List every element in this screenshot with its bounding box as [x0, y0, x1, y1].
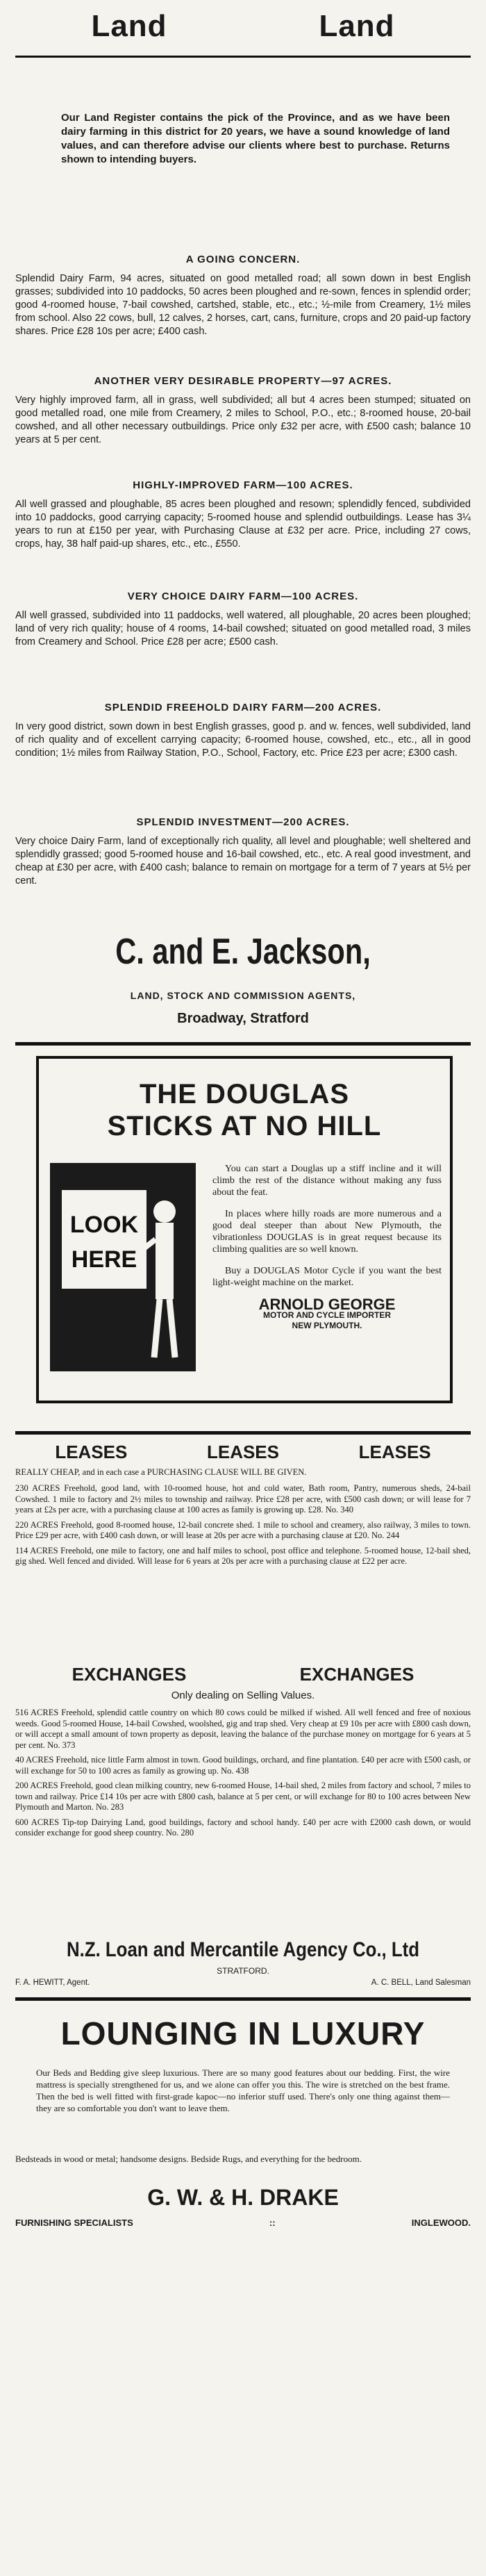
douglas-ad: [36, 1056, 453, 1403]
leases-list: [15, 1483, 471, 1571]
exchange-item: 40 ACRES Freehold, nice little Farm almost in town. Good buildings, orchard, and fine plantation. £40 per acre with £500 cash, or will exchange for 50 to 100 acres as family as growing up. No. 438: [15, 1755, 471, 1776]
drake-body-2: Bedsteads in wood or metal; handsome designs. Bedside Rugs, and everything for the bedroom.: [15, 2154, 362, 2164]
look-text-2: HERE: [71, 1246, 137, 1273]
man-pointing-icon: [50, 1163, 196, 1371]
listing-body: All well grassed, subdivided into 11 paddocks, well watered, all ploughable, 20 acres been ploughed; land of very rich quality; house of 4 rooms, 14-bail cowshed; situated on good metalled road, 3 miles from Creamery and School. Price £28 per acre; £500 cash.: [15, 610, 471, 647]
jackson-subtitle: LAND, STOCK AND COMMISSION AGENTS,: [130, 990, 356, 1001]
drake-foot-mid: ::: [269, 2218, 276, 2228]
exchanges-list: [15, 1708, 471, 1843]
look-here-illustration: [50, 1163, 196, 1371]
dealer-subtitle-1: MOTOR AND CYCLE IMPORTER: [262, 1310, 391, 1320]
nz-loan-agents: [15, 1979, 471, 1987]
listing-body: Splendid Dairy Farm, 94 acres, situated on good metalled road; all sown down in best English grasses; subdivided into 10 paddocks, 50 acres been ploughed and re-sown, fences in splendid order; good 4-roomed house, 7-bail cowshed, cartshed, stable, etc., etc.; ½-mile from Creamery, 1½ miles from school. Also 22 cows, bull, 12 calves, 2 horses, cart, cans, furniture, crops and 20 paid-up factory shares. Price £28 10s per acre; £400 cash.: [15, 273, 471, 337]
listing-title: A GOING CONCERN.: [185, 254, 301, 265]
drake-name: G. W. & H. DRAKE: [147, 2185, 339, 2210]
leases-heading-1: LEASES: [55, 1442, 128, 1462]
douglas-paragraph: You can start a Douglas up a stiff incline and it will climb the rest of the distance without making any fuss about the feat.: [212, 1164, 442, 1198]
drake-body: Our Beds and Bedding give sleep luxurious. There are so many good features about our bedding. First, the wire mattress is specially strengthened for us, and we alone can offer you this. The wire is stretched on the best frame. Then the bed is well fitted with first-grade kapoc—no inferior stuff used. There's only one thing against them—they are so comfortable you don't want to leave them.: [36, 2067, 450, 2113]
listing-title: HIGHLY-IMPROVED FARM—100 ACRES.: [133, 479, 353, 491]
exchange-item: 200 ACRES Freehold, good clean milking country, new 6-roomed House, 14-bail shed, 2 miles from factory and school, 7 miles to town and railway. Price £14 10s per acre with £800 cash, balance at 5 per cent, or will exchange for 80 to 100 acres between New Plymouth and Marton. No. 283: [15, 1781, 471, 1812]
lease-item: 220 ACRES Freehold, good 8-roomed house, 12-bail concrete shed. 1 mile to school and creamery, also railway, 3 miles to town. Price £29 per acre, with £400 cash down, or will lease at 20s per acre with a purchasing clause at £20. No. 244: [15, 1519, 471, 1540]
divider: [15, 1042, 471, 1046]
jackson-name: C. and E. Jackson,: [115, 932, 371, 972]
land-header: [15, 6, 471, 47]
land-intro: Our Land Register contains the pick of the Province, and as we have been dairy farming in this district for 20 years, we have a sound knowledge of land values, and can therefore advise our clients where best to purchase. Returns shown to intending buyers.: [61, 112, 450, 165]
listing-title: SPLENDID INVESTMENT—200 ACRES.: [136, 816, 350, 828]
leases-heading-2: LEASES: [206, 1442, 279, 1462]
lease-item: 230 ACRES Freehold, good land, with 10-roomed house, hot and cold water, Bath room, Pantry, numerous sheds, 24-bail Cowshed. 1 mile to factory and 2½ miles to township and railway. Price £28 per acre, with £500 cash down; or will lease for 7 years at £2s per acre, with a purchasing clause at 100 acres as family is growing up. £28. No. 340: [15, 1483, 471, 1514]
listing-body: Very highly improved farm, all in grass, well subdivided; all but 4 acres been stumped; situated on good metalled road, one mile from Creamery, 2 miles to School, P.O., etc.; 8-roomed house, 20-bail cowshed, and all other necessary outbuildings. Price only £32 per acre, with £500 cash; balance 10 years at 5 per cent.: [15, 395, 471, 445]
look-text-1: LOOK: [69, 1212, 139, 1238]
nz-loan-name: N.Z. Loan and Mercantile Agency Co., Ltd: [67, 1938, 419, 1961]
land-header-left: Land: [91, 9, 167, 43]
exchange-item: 600 ACRES Tip-top Dairying Land, good buildings, factory and school handy. £40 per acre with £2000 cash down, or would consider exchange for good sheep country. No. 280: [15, 1817, 471, 1838]
leases-heading-3: LEASES: [358, 1442, 431, 1462]
lease-item: 114 ACRES Freehold, one mile to factory, one and half miles to school, post office and telephone. 5-roomed house, 12-bail shed, gig shed. Well fenced and divided. Will lease for 6 years at 20s per acre with a purchasing clause at £22 per acre.: [15, 1545, 471, 1566]
drake-foot-right: INGLEWOOD.: [411, 2218, 471, 2228]
drake-footer: [15, 2218, 471, 2228]
divider: [15, 1431, 471, 1435]
agent-right: A. C. BELL, Land Salesman: [371, 1979, 471, 1987]
land-header-right: Land: [319, 9, 395, 43]
lounging-headline: LOUNGING IN LUXURY: [60, 2015, 426, 2051]
dealer-name: ARNOLD GEORGE: [258, 1296, 396, 1313]
exchange-item: 516 ACRES Freehold, splendid cattle country on which 80 cows could be milked if wished. All well fenced and free of noxious weeds. Good 5-roomed House, 14-bail Cowshed, woolshed, gig and trap shed. Very cheap at £9 10s per acre with £800 cash down, or will accept a small amount of town property as deposit, leaving the balance of the purchase money on mortgage for 6 years at 5 per cent. No. 373: [15, 1708, 471, 1750]
listing-body: Very choice Dairy Farm, land of exceptionally rich quality, all level and ploughable; well sheltered and splendidly grassed; good 5-roomed house and 16-bail cowshed, etc., etc. A real good investment, and cheap at £30 per acre, with £400 cash; balance to remain on mortgage for a term of 7 years at 5½ per cent.: [15, 836, 471, 886]
leases-heading: [15, 1442, 471, 1463]
exchanges-tagline: Only dealing on Selling Values.: [171, 1690, 315, 1701]
douglas-headline: [39, 1078, 450, 1142]
divider: [15, 1997, 471, 2001]
dealer-subtitle-2: NEW PLYMOUTH.: [292, 1321, 362, 1330]
leases-tagline: REALLY CHEAP, and in each case a PURCHASING CLAUSE WILL BE GIVEN.: [15, 1467, 307, 1477]
divider: [15, 56, 471, 58]
listing-title: SPLENDID FREEHOLD DAIRY FARM—200 ACRES.: [104, 702, 382, 713]
douglas-paragraph: Buy a DOUGLAS Motor Cycle if you want the best light-weight machine on the market.: [212, 1266, 442, 1288]
douglas-headline-1: THE DOUGLAS: [139, 1079, 350, 1109]
listing-body: All well grassed and ploughable, 85 acres been ploughed and resown; splendidly fenced, subdivided into 10 paddocks, good carrying capacity; 5-roomed house and splendid outbuildings. Lease has 3¼ years to run at £150 per year, with Purchasing Clause at £32 per acre. Price, including 27 cows, crops, hay, 38 half paid-up shares, etc., etc., £550.: [15, 499, 471, 550]
exchanges-heading-1: EXCHANGES: [72, 1664, 187, 1685]
listing-body: In very good district, sown down in best English grasses, good p. and w. fences, well subdivided, land of rich quality and of excellent carrying capacity; 6-roomed house, cowshed, etc., etc., all in good condition; 1½ miles from Railway Station, P.O., School, Factory, etc. Price £23 per acre; £300 cash.: [15, 721, 471, 759]
douglas-headline-2: STICKS AT NO HILL: [107, 1111, 382, 1141]
drake-foot-left: FURNISHING SPECIALISTS: [15, 2218, 133, 2228]
agent-left: F. A. HEWITT, Agent.: [15, 1979, 90, 1987]
exchanges-heading: [15, 1664, 471, 1685]
nz-loan-city: STRATFORD.: [217, 1966, 269, 1976]
douglas-copy: [212, 1163, 442, 1331]
douglas-paragraph: In places where hilly roads are more numerous and a good deal steeper than about New Plymouth, the vibrationless DOUGLAS is in great request because its climbing qualities are so well known.: [212, 1209, 442, 1255]
listing-title: ANOTHER VERY DESIRABLE PROPERTY—97 ACRES.: [94, 375, 392, 387]
jackson-address: Broadway, Stratford: [177, 1011, 309, 1026]
listing-title: VERY CHOICE DAIRY FARM—100 ACRES.: [127, 591, 359, 602]
exchanges-heading-2: EXCHANGES: [299, 1664, 414, 1685]
